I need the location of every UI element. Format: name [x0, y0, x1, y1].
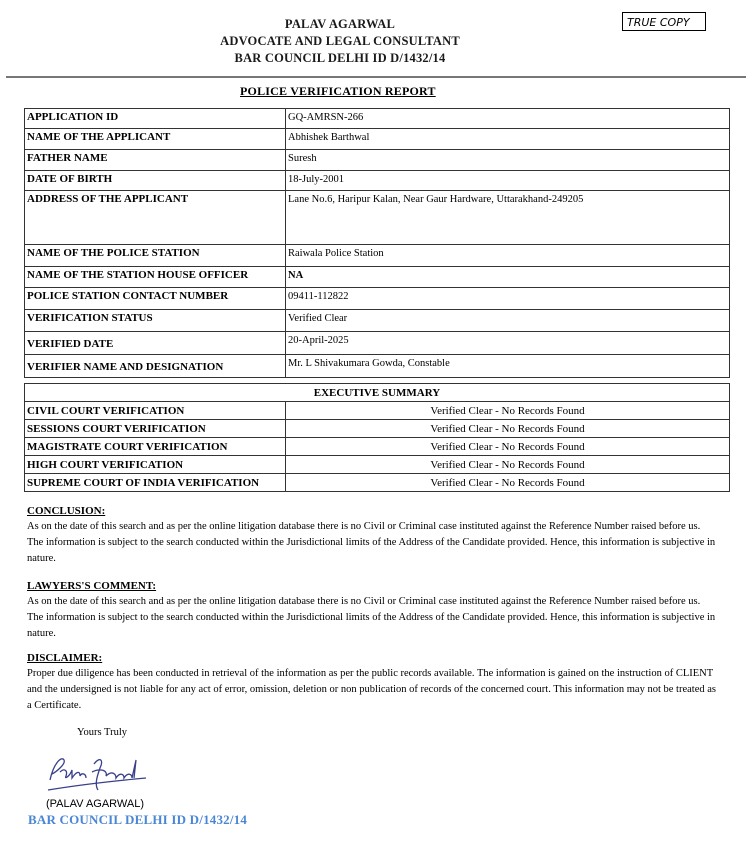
lawyers-comment-text: As on the date of this search and as per the online litigation database there is no Civil or Criminal case instituted against the Reference Number raised before us. The information is subject to the search conducted within the Jurisdictional limits of the Address of the Candidate provided. Hence, this information is subjective in nature.	[27, 596, 716, 639]
row-label: NAME OF THE POLICE STATION	[25, 245, 286, 267]
row-label: POLICE STATION CONTACT NUMBER	[25, 288, 286, 310]
court-label: SUPREME COURT OF INDIA VERIFICATION	[25, 474, 286, 492]
court-status: Verified Clear - No Records Found	[286, 438, 730, 456]
advocate-bar-id: BAR COUNCIL DELHI ID D/1432/14	[234, 51, 446, 65]
disclaimer-section	[27, 650, 717, 714]
row-value: Suresh	[286, 150, 730, 171]
table-row	[25, 438, 730, 456]
row-label: APPLICATION ID	[25, 109, 286, 129]
advocate-name: PALAV AGARWAL	[284, 17, 396, 31]
row-value: Raiwala Police Station	[286, 245, 730, 267]
conclusion-section	[27, 503, 717, 567]
court-label: CIVIL COURT VERIFICATION	[25, 402, 286, 420]
court-label: SESSIONS COURT VERIFICATION	[25, 420, 286, 438]
table-row	[25, 245, 730, 267]
table-row	[25, 310, 730, 332]
court-label: MAGISTRATE COURT VERIFICATION	[25, 438, 286, 456]
row-value: Verified Clear	[286, 310, 730, 332]
row-label: NAME OF THE APPLICANT	[25, 129, 286, 150]
table-row	[25, 355, 730, 378]
row-value: Abhishek Barthwal	[286, 129, 730, 150]
conclusion-heading: CONCLUSION:	[27, 505, 106, 517]
table-row	[25, 474, 730, 492]
court-status: Verified Clear - No Records Found	[286, 420, 730, 438]
row-label: VERIFICATION STATUS	[25, 310, 286, 332]
conclusion-text: As on the date of this search and as per the online litigation database there is no Civil or Criminal case instituted against the Reference Number raised before us. The information is subject to the search conducted within the Jurisdictional limits of the Address of the Candidate provided. Hence, this information is subjective in nature.	[27, 521, 716, 564]
executive-summary-table	[24, 383, 730, 492]
row-label: ADDRESS OF THE APPLICANT	[25, 191, 286, 245]
summary-header-row	[25, 384, 730, 402]
signature-icon	[42, 750, 152, 800]
table-row	[25, 171, 730, 191]
court-status: Verified Clear - No Records Found	[286, 402, 730, 420]
closing-text: Yours Truly	[77, 727, 128, 738]
table-row	[25, 129, 730, 150]
lawyers-comment-section	[27, 578, 717, 642]
table-row	[25, 456, 730, 474]
row-value: 18-July-2001	[286, 171, 730, 191]
row-label: FATHER NAME	[25, 150, 286, 171]
signatory-name: (PALAV AGARWAL)	[46, 798, 145, 810]
row-label: NAME OF THE STATION HOUSE OFFICER	[25, 267, 286, 288]
disclaimer-text: Proper due diligence has been conducted in retrieval of the information as per the public records available. The information is gained on the instruction of CLIENT and the undersigned is not liable for any act of error, omission, deletion or non publication of records of the concerned court. This information may not be treated as a Certificate.	[27, 668, 716, 711]
true-copy-stamp: TRUE COPY	[622, 12, 706, 31]
court-status: Verified Clear - No Records Found	[286, 474, 730, 492]
row-value: GQ-AMRSN-266	[286, 109, 730, 129]
court-label: HIGH COURT VERIFICATION	[25, 456, 286, 474]
table-row	[25, 267, 730, 288]
summary-heading: EXECUTIVE SUMMARY	[25, 384, 730, 402]
table-row	[25, 109, 730, 129]
table-row	[25, 288, 730, 310]
advocate-designation: ADVOCATE AND LEGAL CONSULTANT	[220, 34, 460, 48]
lawyers-comment-heading: LAWYERS'S COMMENT:	[27, 580, 157, 592]
table-row	[25, 420, 730, 438]
row-label: VERIFIER NAME AND DESIGNATION	[25, 355, 286, 378]
header-divider	[6, 76, 746, 78]
table-row	[25, 402, 730, 420]
row-label: DATE OF BIRTH	[25, 171, 286, 191]
signatory-bar-id: BAR COUNCIL DELHI ID D/1432/14	[28, 812, 248, 827]
row-label: VERIFIED DATE	[25, 332, 286, 355]
row-value: 20-April-2025	[286, 332, 730, 355]
table-row	[25, 150, 730, 171]
applicant-details-table	[24, 108, 730, 378]
disclaimer-heading: DISCLAIMER:	[27, 652, 103, 664]
court-status: Verified Clear - No Records Found	[286, 456, 730, 474]
row-value: NA	[286, 267, 730, 288]
letterhead	[200, 16, 480, 67]
row-value: 09411-112822	[286, 288, 730, 310]
table-row	[25, 191, 730, 245]
row-value: Lane No.6, Haripur Kalan, Near Gaur Hardware, Uttarakhand-249205	[286, 191, 730, 245]
report-title: POLICE VERIFICATION REPORT	[240, 84, 436, 98]
table-row	[25, 332, 730, 355]
row-value: Mr. L Shivakumara Gowda, Constable	[286, 355, 730, 378]
